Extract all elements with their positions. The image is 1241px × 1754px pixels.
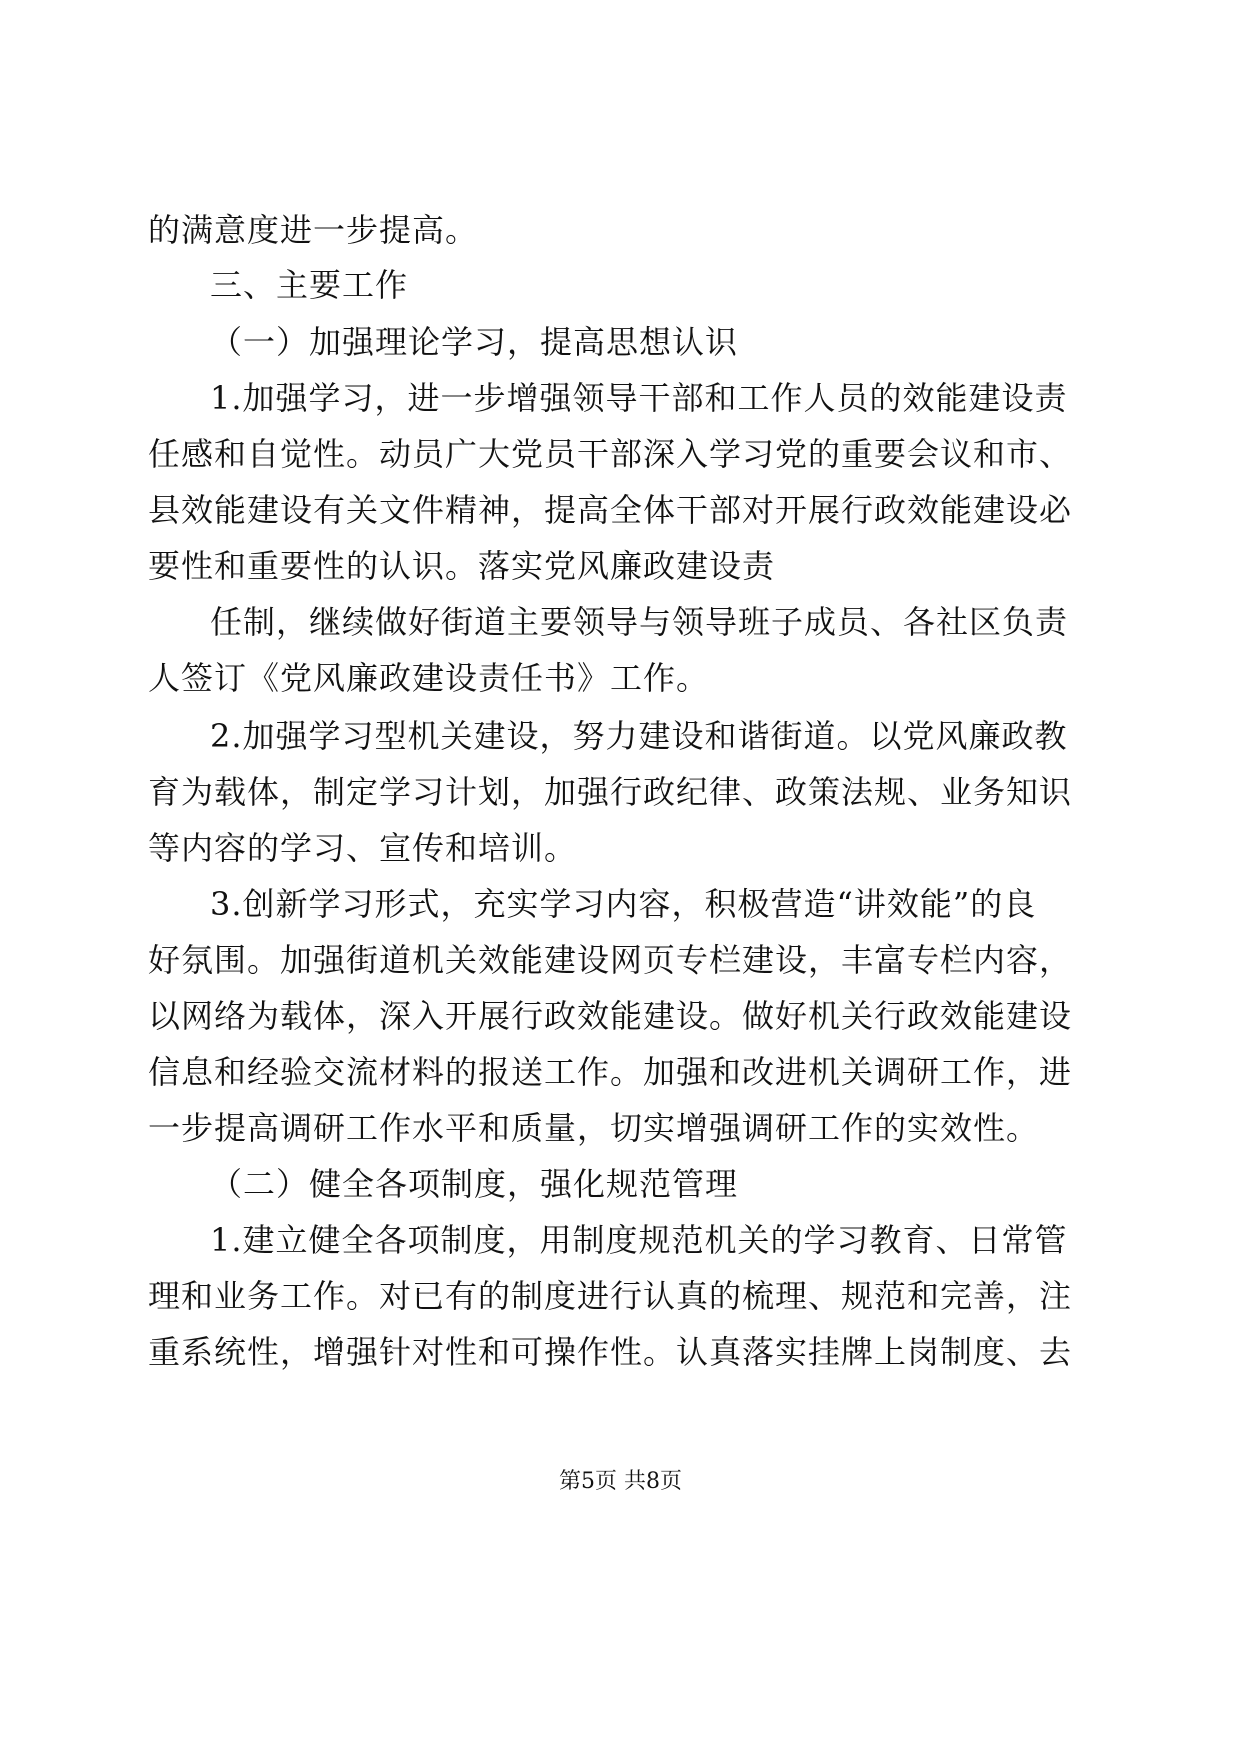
subsection-heading-1: （一）加强理论学习，提高思想认识 <box>210 323 739 361</box>
text-line-15: 以网络为载体，深入开展行政效能建设。做好机关行政效能建设 <box>148 997 1073 1035</box>
page-number-footer: 第5页 共8页 <box>559 1469 682 1494</box>
subsection-heading-2: （二）健全各项制度，强化规范管理 <box>210 1165 739 1203</box>
text-line-11: 育为载体，制定学习计划，加强行政纪律、政策法规、业务知识 <box>148 773 1073 811</box>
text-line-8: 任制，继续做好街道主要领导与领导班子成员、各社区负责 <box>210 603 1069 641</box>
text-line-19: 1.建立健全各项制度，用制度规范机关的学习教育、日常管 <box>210 1221 1068 1259</box>
text-line-7: 要性和重要性的认识。落实党风廉政建设责 <box>148 547 776 585</box>
text-line-4: 1.加强学习，进一步增强领导干部和工作人员的效能建设责 <box>210 379 1068 417</box>
text-line-10: 2.加强学习型机关建设，努力建设和谐街道。以党风廉政教 <box>210 717 1068 755</box>
text-line-20: 理和业务工作。对已有的制度进行认真的梳理、规范和完善，注 <box>148 1277 1073 1315</box>
text-line-12: 等内容的学习、宣传和培训。 <box>148 829 578 867</box>
text-line-17: 一步提高调研工作水平和质量，切实增强调研工作的实效性。 <box>148 1109 1040 1147</box>
text-line-9: 人签订《党风廉政建设责任书》工作。 <box>148 659 710 697</box>
section-heading-main-work: 三、主要工作 <box>210 266 409 304</box>
text-line-16: 信息和经验交流材料的报送工作。加强和改进机关调研工作，进 <box>148 1053 1073 1091</box>
text-line-1: 的满意度进一步提高。 <box>148 211 479 249</box>
text-line-6: 县效能建设有关文件精神，提高全体干部对开展行政效能建设必 <box>148 491 1073 529</box>
text-line-14: 好氛围。加强街道机关效能建设网页专栏建设，丰富专栏内容， <box>148 941 1073 979</box>
text-line-21: 重系统性，增强针对性和可操作性。认真落实挂牌上岗制度、去 <box>148 1333 1073 1371</box>
text-line-13: 3.创新学习形式，充实学习内容，积极营造“讲效能”的良 <box>210 885 1037 923</box>
text-line-5: 任感和自觉性。动员广大党员干部深入学习党的重要会议和市、 <box>148 435 1073 473</box>
